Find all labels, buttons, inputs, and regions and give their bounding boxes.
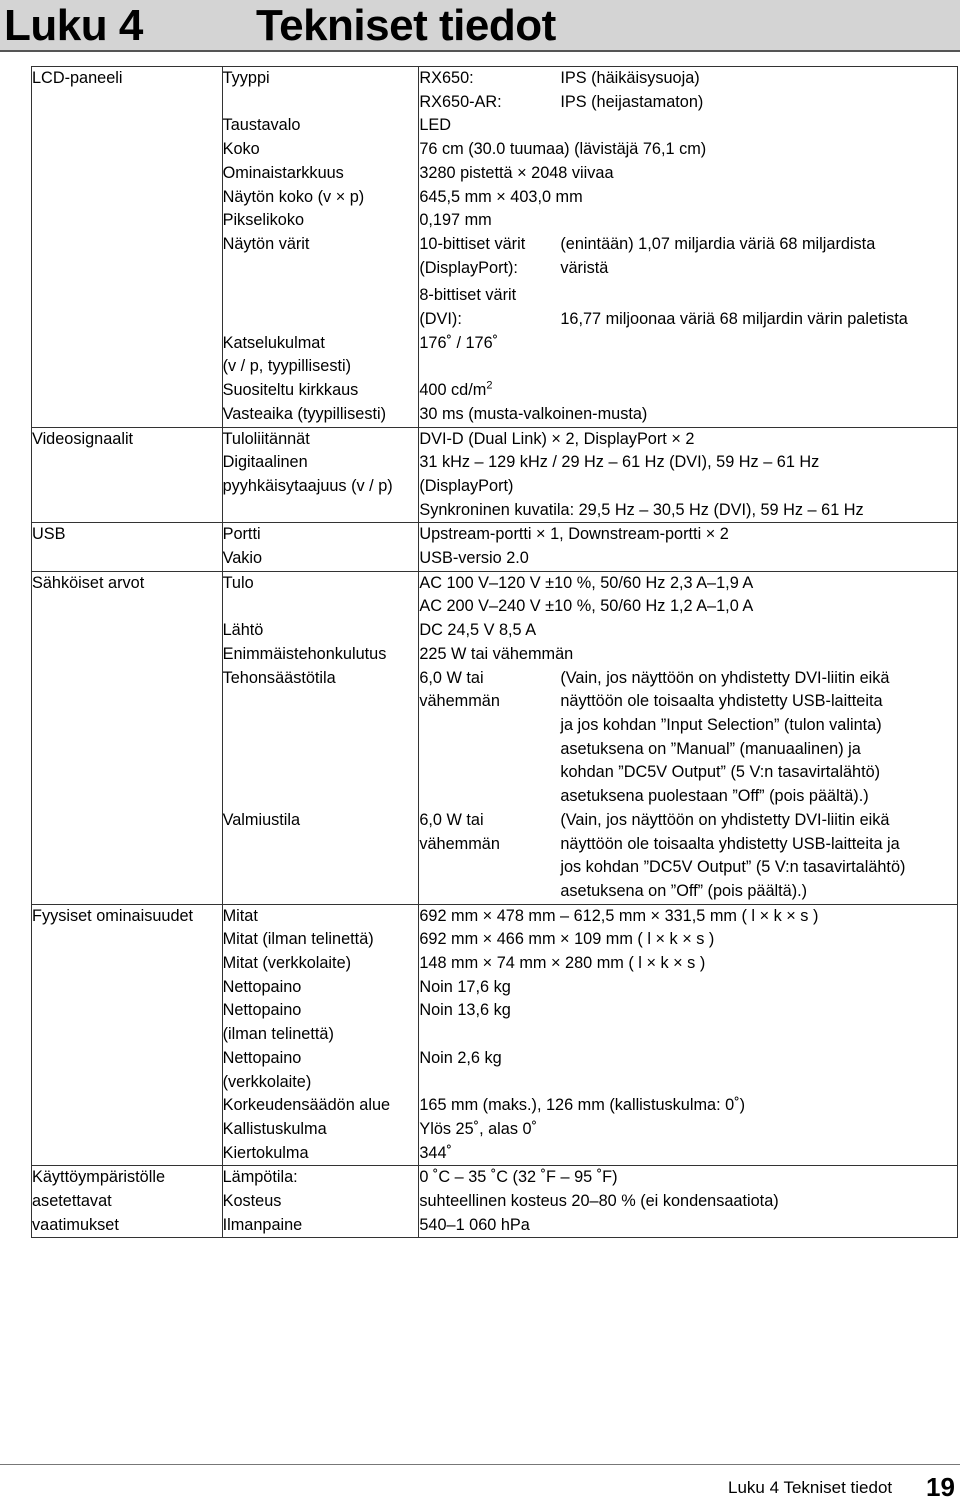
row-value: 176˚ / 176˚: [419, 332, 958, 379]
table-row: [32, 523, 958, 547]
chapter-label: Luku 4: [4, 1, 143, 50]
row-value: 540–1 060 hPa: [419, 1214, 958, 1238]
row-label: Taustavalo: [222, 114, 419, 138]
row-value: 30 ms (musta-valkoinen-musta): [419, 403, 958, 427]
row-label: Mitat (ilman telinettä): [222, 928, 419, 952]
category-video: Videosignaalit: [32, 427, 223, 523]
table-row: [32, 571, 958, 619]
row-label: Kosteus: [222, 1190, 419, 1214]
row-value: 6,0 W tai vähemmän (Vain, jos näyttöön on yhdistetty DVI-liitin eikä näyttöön ole toisaalta yhdistetty USB-laitteita ja jos kohdan ”DC5V Output” (5 V:n tasavirtalähtö) asetuksena on ”Off” (pois päältä).): [419, 809, 958, 904]
row-label: Näytön koko (v × p): [222, 186, 419, 210]
category-power: Sähköiset arvot: [32, 571, 223, 904]
row-label: Näytön värit: [222, 233, 419, 332]
row-label: Enimmäistehonkulutus: [222, 643, 419, 667]
page-title: Tekniset tiedot: [256, 1, 556, 50]
row-value: suhteellinen kosteus 20–80 % (ei kondensaatiota): [419, 1190, 958, 1214]
row-label: Lähtö: [222, 619, 419, 643]
row-label: Valmiustila: [222, 809, 419, 904]
row-label: Kallistuskulma: [222, 1118, 419, 1142]
row-value: 148 mm × 74 mm × 280 mm ( l × k × s ): [419, 952, 958, 976]
row-label: Koko: [222, 138, 419, 162]
row-label: Tehonsäästötila: [222, 667, 419, 809]
row-value: 692 mm × 466 mm × 109 mm ( l × k × s ): [419, 928, 958, 952]
page-number: 19: [926, 1472, 955, 1502]
table-row: [32, 1166, 958, 1190]
row-value: Ylös 25˚, alas 0˚: [419, 1118, 958, 1142]
row-label: Ominaistarkkuus: [222, 162, 419, 186]
row-value: 344˚: [419, 1142, 958, 1166]
row-label: Mitat: [222, 904, 419, 928]
category-physical: Fyysiset ominaisuudet: [32, 904, 223, 1166]
row-value: 0,197 mm: [419, 209, 958, 233]
row-value: DVI-D (Dual Link) × 2, DisplayPort × 2: [419, 427, 958, 451]
row-value: 165 mm (maks.), 126 mm (kallistuskulma: 0˚): [419, 1094, 958, 1118]
row-value: 31 kHz – 129 kHz / 29 Hz – 61 Hz (DVI), 59 Hz – 61 Hz (DisplayPort) Synkroninen kuvatila: 29,5 Hz – 30,5 Hz (DVI), 59 Hz – 61 Hz: [419, 451, 958, 523]
row-value: USB-versio 2.0: [419, 547, 958, 571]
page-header: [0, 0, 960, 52]
footer-chapter-title: Luku 4 Tekniset tiedot: [728, 1478, 893, 1497]
spec-table: [31, 66, 958, 1238]
row-value: DC 24,5 V 8,5 A: [419, 619, 958, 643]
row-label: Pikselikoko: [222, 209, 419, 233]
row-value: 0 ˚C – 35 ˚C (32 ˚F – 95 ˚F): [419, 1166, 958, 1190]
row-label: Mitat (verkkolaite): [222, 952, 419, 976]
row-value: 3280 pistettä × 2048 viivaa: [419, 162, 958, 186]
row-label: Tuloliitännät: [222, 427, 419, 451]
category-environment: Käyttöympäristölle asetettavat vaatimukset: [32, 1166, 223, 1238]
table-row: [32, 67, 958, 115]
row-label: Lämpötila:: [222, 1166, 419, 1190]
row-value: LED: [419, 114, 958, 138]
row-label: Tyyppi: [222, 67, 419, 115]
row-value: 10-bittiset värit (DisplayPort): (enintään) 1,07 miljardia väriä 68 miljardista väristä 8-bittiset värit (DVI): 16,77 miljoonaa väriä 68 miljardin värin paletista: [419, 233, 958, 332]
row-value: 76 cm (30.0 tuumaa) (lävistäjä 76,1 cm): [419, 138, 958, 162]
category-usb: USB: [32, 523, 223, 571]
row-label: Ilmanpaine: [222, 1214, 419, 1238]
row-label: Katselukulmat (v / p, tyypillisesti): [222, 332, 419, 379]
category-lcd: LCD-paneeli: [32, 67, 223, 428]
row-value: AC 100 V–120 V ±10 %, 50/60 Hz 2,3 A–1,9 A AC 200 V–240 V ±10 %, 50/60 Hz 1,2 A–1,0 A: [419, 571, 958, 619]
row-value: 645,5 mm × 403,0 mm: [419, 186, 958, 210]
row-value: 692 mm × 478 mm – 612,5 mm × 331,5 mm ( l × k × s ): [419, 904, 958, 928]
table-row: [32, 427, 958, 451]
row-value: 400 $cd/m^2$: [419, 379, 958, 403]
row-label: Kiertokulma: [222, 1142, 419, 1166]
row-label: Tulo: [222, 571, 419, 619]
row-label: Vakio: [222, 547, 419, 571]
row-label: Suositeltu kirkkaus: [222, 379, 419, 403]
row-label: Digitaalinen pyyhkäisytaajuus (v / p): [222, 451, 419, 523]
row-label: Korkeudensäädön alue: [222, 1094, 419, 1118]
row-label: Portti: [222, 523, 419, 547]
row-label: Nettopaino (ilman telinettä): [222, 999, 419, 1046]
row-value: Noin 13,6 kg: [419, 999, 958, 1046]
row-value: Noin 17,6 kg: [419, 976, 958, 1000]
row-label: Nettopaino (verkkolaite): [222, 1047, 419, 1094]
row-value: 225 W tai vähemmän: [419, 643, 958, 667]
row-value: RX650: IPS (häikäisysuoja) RX650-AR: IPS (heijastamaton): [419, 67, 958, 115]
row-value: Noin 2,6 kg: [419, 1047, 958, 1094]
row-value: 6,0 W tai vähemmän (Vain, jos näyttöön on yhdistetty DVI-liitin eikä näyttöön ole toisaalta yhdistetty USB-laitteita ja jos kohdan ”Input Selection” (tulon valinta) asetuksena on ”Manual” (manuaalinen) ja kohdan ”DC5V Output” (5 V:n tasavirtalähtö) asetuksena puolestaan ”Off” (pois päältä).): [419, 667, 958, 809]
row-label: Vasteaika (tyypillisesti): [222, 403, 419, 427]
table-row: [32, 904, 958, 928]
footer-divider: [0, 1464, 960, 1465]
row-value: Upstream-portti × 1, Downstream-portti × 2: [419, 523, 958, 547]
row-label: Nettopaino: [222, 976, 419, 1000]
